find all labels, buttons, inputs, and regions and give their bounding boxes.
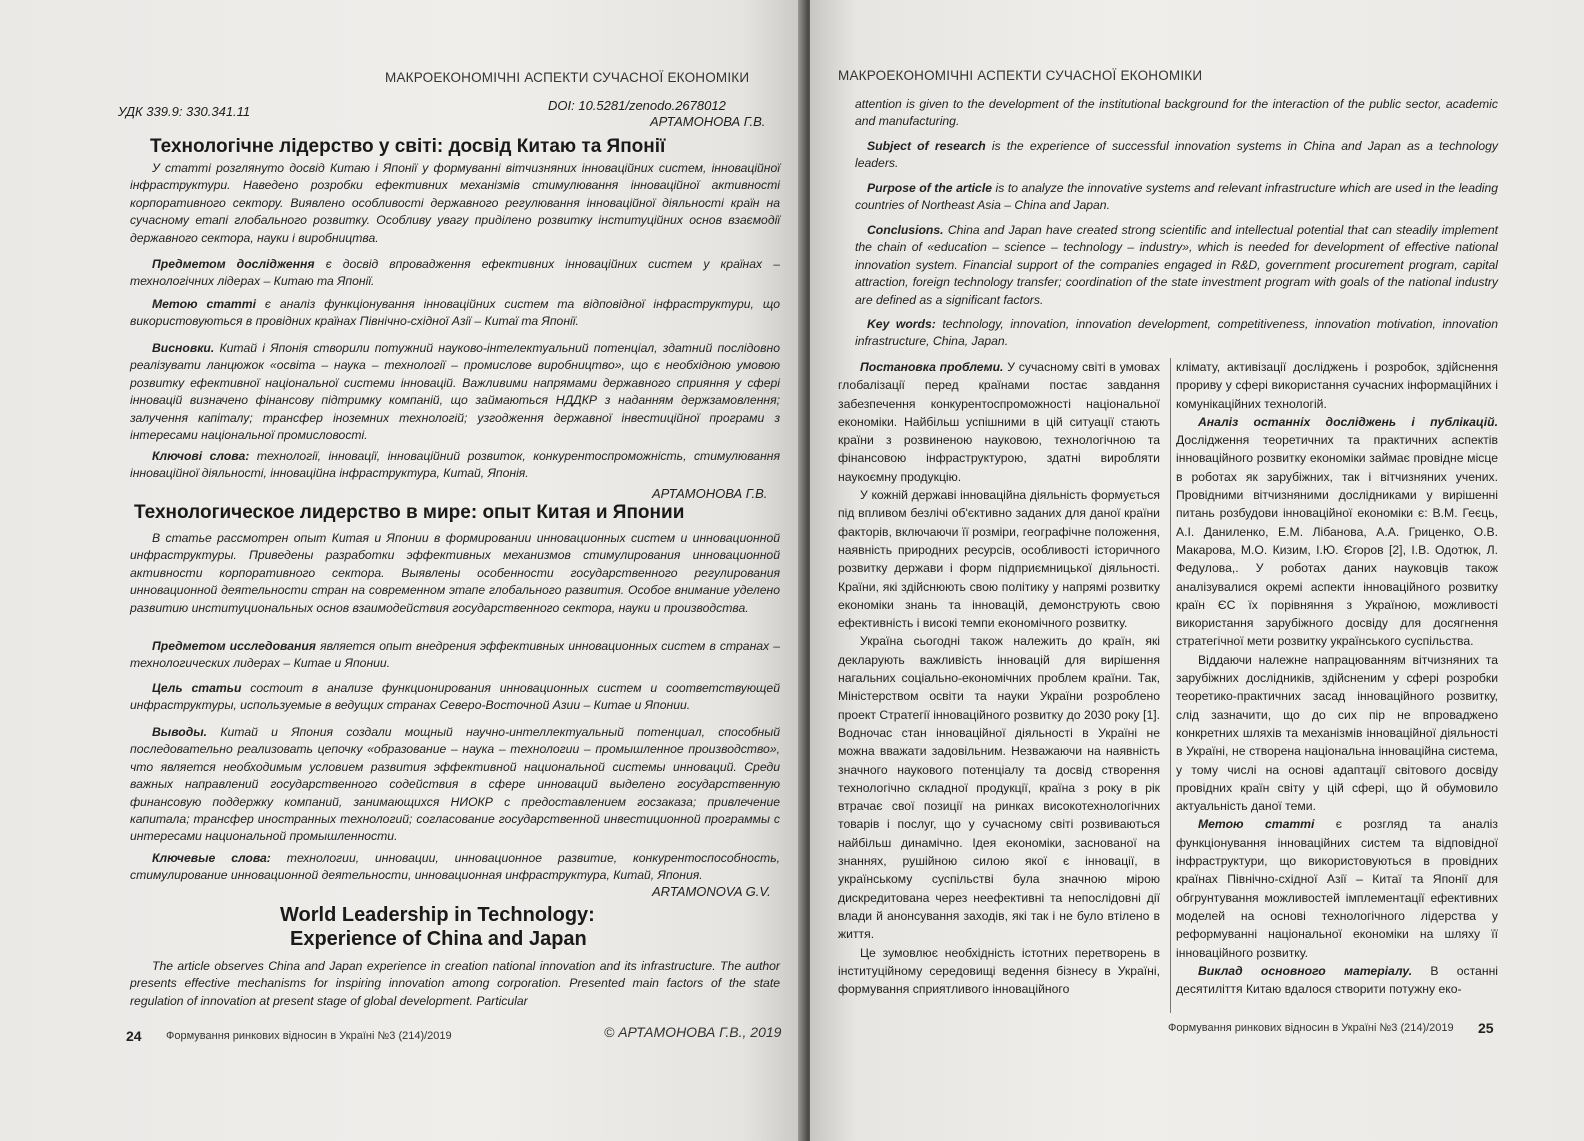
paragraph: Віддаючи належне напрацюванням вітчизняних та зарубіжних дослідників, здійсненим у сфері розробки теоретико-практичних засад інноваційного розвитку, слід зазначити, що до сих пір не впроваджено конкретних шляхів та механізмів інноваційної діяльності в Україні, не створена національна інноваційна система, у тому числі на основі адаптації світового досвіду провідних країн світу у цій сфері, що й обумовило актуальність даної теми. [1176,652,1498,814]
abstract-en-cont: attention is given to the development of the institutional background for the interaction of the public sector, academic and manufacturing. [855,97,1498,129]
page-number: 24 [126,1028,142,1044]
title-en-line2: Experience of China and Japan [290,928,587,950]
title-ua: Технологічне лідерство у світі: досвід Китаю та Японії [150,136,666,157]
paragraph: Україна сьогодні також належить до країн, які декларують важливість інновацій для вирішення нагальних соціально-економічних проблем країни. Так, Міністерством освіти та науки України розроблено проект Стратегії інноваційного розвитку до 2030 року [1]. Водночас стан інноваційної діяльності в Україні не можна вважати задовільним. Незважаючи на наявність значного наукового потенціалу та досвід створення технологічно складної продукції, країна з року в рік втрачає свої позиції на ринках високотехнологічних товарів і послуг, що у сучасному світі розвиваються найбільш динамічно. Ідея економіки, заснованої на знаннях, рушійною силою якої є інновації, в українському суспільстві була значною мірою дискредитована через неефективні та непослідовні дії влади й анонсування заходів, які так і не було втілено в життя. [838,634,1160,942]
subject-ua: Предметом дослідження є досвід впровадження ефективних інноваційних систем у країнах – технологічних лідерах – Китаю та Японії. [130,257,780,289]
title-en-line1: World Leadership in Technology: [280,904,595,926]
body-column-2 [1176,358,1498,998]
keywords-ua: Ключові слова: технології, інновації, інноваційний розвиток, конкурентоспроможність, стимулювання інноваційної діяльності, інноваційна інфраструктура, Китай, Японія. [130,449,780,481]
running-head-right: МАКРОЕКОНОМІЧНІ АСПЕКТИ СУЧАСНОЇ ЕКОНОМІКИ [838,68,1203,83]
abstract-ru: В статье рассмотрен опыт Китая и Японии в формировании инновационных систем и инновационной инфраструктуры. Приведены разработки эффективных механизмов стимулирования инновационной активности корпоративного сектора. Выявлены особенности государственного регулирования инновационной деятельности стран на современном этапе глобального развития. Особое внимание уделено развитию институциональных основ взаимодействия государственного сектора, науки и производства. [130,531,780,615]
paragraph: У кожній державі інноваційна діяльність формується під впливом безлічі об'єктивно заданих для даної країни факторів, включаючи її розміри, географічне положення, наявність природних ресурсів, особливості історичного розвитку держави і форм підприємницької діяльності. Країни, які здійснюють свою політику у напрямі розвитку економіки знань та інновацій, демонструють свою ефективність і високі темпи економічного розвитку. [838,488,1160,631]
subject-ru: Предметом исследования является опыт внедрения эффективных инновационных систем в странах – технологических лидерах – Китае и Японии. [130,639,781,671]
doi: DOI: 10.5281/zenodo.2678012 [548,98,726,113]
column-divider [1170,358,1171,1013]
abstract-en: The article observes China and Japan experience in creation national innovation and its infrastructure. The author presents effective mechanisms for inspiring innovation among corporation. Presented main factors of the state regulation of innovation at present stage of global development. Particular [130,959,780,1008]
author-ua: АРТАМОНОВА Г.В. [650,114,766,129]
page-number-right: 25 [1478,1020,1494,1036]
subject-en: Subject of research is the experience of successful innovation systems in China and Japan as a technology leaders. [855,139,1498,171]
footer-journal-right: Формування ринкових відносин в Україні №3 (214)/2019 [1168,1022,1454,1034]
conclusions-ru: Выводы. Китай и Япония создали мощный научно-интеллектуальный потенциал, способный последовательно реализовать цепочку «образование – наука – технологии – промышленное производство», что является необходимым условием развития эффективной национальной системы инноваций. Среди важных направлений государственного содействия в сфере инноваций выделено государственную финансовую поддержку компаний, занимающихся НИОКР с предоставлением госзаказа; привлечение капитала; трансфер иностранных технологий; согласование государственной инвестиционной программы с интересами национальной промышленности. [130,725,781,844]
running-head: МАКРОЕКОНОМІЧНІ АСПЕКТИ СУЧАСНОЇ ЕКОНОМІКИ [385,70,750,85]
paragraph: Постановка проблеми. У сучасному світі в умовах глобалізації перед країнами постає завдання забезпечення конкурентоспроможності національної економіки. Найбільш успішними в цій ситуації стають країни з розвиненою науковою, технологічною та фінансовою інфраструктурою, здатні виробляти наукоємну продукцію. [838,360,1161,484]
paragraph: Це зумовлює необхідність істотних перетворень в інституційному середовищі ведення бізнесу в Україні, формування сприятливого інноваційного [838,945,1160,997]
conclusions-en: Conclusions. China and Japan have created strong scientific and intellectual potential that can steadily implement the chain of «education – science – technology – industry», which is needed for development of effective national innovation system. Financial support of the companies engaged in R&D, government procurement program, capital attraction, foreign technology transfer; coordination of the state investment program with goals of the national industry are defined as a significant factors. [855,223,1498,307]
conclusions-ua: Висновки. Китай і Японія створили потужний науково-інтелектуальний потенціал, здатний послідовно реалізувати ланцюжок «освіта – наука – технології – промислове виробництво», що є необхідною умовою розвитку ефективної національної системи інновацій. Важливими напрямами державного сприяння у сфері інновацій визначено фінансову підтримку компаній, що займаються НДДКР з наданням держзамовлення; залучення капіталу; трансфер іноземних технологій; узгодження державної інвестиційної програми з інтересами національної промисловості. [130,341,780,443]
footer-journal: Формування ринкових відносин в Україні №3 (214)/2019 [166,1030,452,1042]
paragraph: клімату, активізації досліджень і розробок, здійснення прориву у сфері використання сучасних інформаційних і комунікаційних технологій. [1176,360,1498,411]
abstract-ua: У статті розглянуто досвід Китаю і Японії у формуванні вітчизняних інноваційних систем, інноваційної інфраструктури. Наведено розробки ефективних механізмів стимулювання інноваційної активності корпоративного сектору. Виявлено особливості державного регулювання інноваційної діяльності країн на сучасному етапі глобального розвитку. Особливу увагу приділено розвитку інституційних основ взаємодії державного сектора, науки і виробництва. [130,161,780,245]
purpose-ru: Цель статьи состоит в анализе функционирования инновационных систем и соответствующей инфраструктуры, используемые в ведущих странах Северо-Восточной Азии – Китае и Японии. [130,681,780,713]
body-column-1 [838,358,1160,998]
udc-code: УДК 339.9: 330.341.11 [118,104,251,119]
keywords-en: Key words: technology, innovation, innovation development, competitiveness, innovation motivation, innovation infrastructure, China, Japan. [855,317,1498,349]
purpose-en: Purpose of the article is to analyze the innovative systems and relevant infrastructure which are used in the leading countries of Northeast Asia – China and Japan. [855,181,1499,213]
keywords-ru: Ключевые слова: технологии, инновации, инновационное развитие, конкурентоспособность, стимулирование инновационной деятельности, инновационная инфраструктура, Китай, Япония. [130,851,781,883]
author-en: ARTAMONOVA G.V. [652,884,771,899]
copyright: © АРТАМОНОВА Г.В., 2019 [604,1024,782,1040]
paragraph: Аналіз останніх досліджень і публікацій. Дослідження теоретичних та практичних аспектів інноваційного розвитку економіки займає провідне місце в роботах як зарубіжних, так і вітчизняних учених. Провідними вітчизняними дослідниками у вирішенні питань розбудови інноваційної економіки є: В.М. Геєць, А.І. Даниленко, Е.М. Лібанова, А.А. Гриценко, О.В. Макарова, М.О. Кизим, І.Ю. Єгоров [2], І.В. Одотюк, Л. Федулова,. У роботах даних науковців також аналізувалися окремі аспекти інноваційного розвитку країн ЄС їх порівняння з Україною, можливості використання зарубіжного досвіду для досягнення стратегічної мети розвитку українського суспільства. [1176,414,1498,649]
title-ru: Технологическое лидерство в мире: опыт Китая и Японии [134,502,685,523]
paragraph: Метою статті є розгляд та аналіз функціонування інноваційних систем та відповідної інфраструктури, що використовуються в провідних країнах Північно-східної Азії – Китаї та Японії для обгрунтування можливостей імплементації ефективних моделей на основі технологічного лідерства у реформуванні національної економіки на шляху її інноваційного розвитку. [1176,817,1498,960]
purpose-ua: Метою статті є аналіз функціонування інноваційних систем та відповідної інфраструктури, що використовуються в провідних країнах Північно-східної Азії – Китаї та Японії. [130,297,780,329]
paragraph: Виклад основного матеріалу. В останні десятиліття Китаю вдалося створити потужну еко- [1176,963,1499,997]
author-ru: АРТАМОНОВА Г.В. [652,486,768,501]
